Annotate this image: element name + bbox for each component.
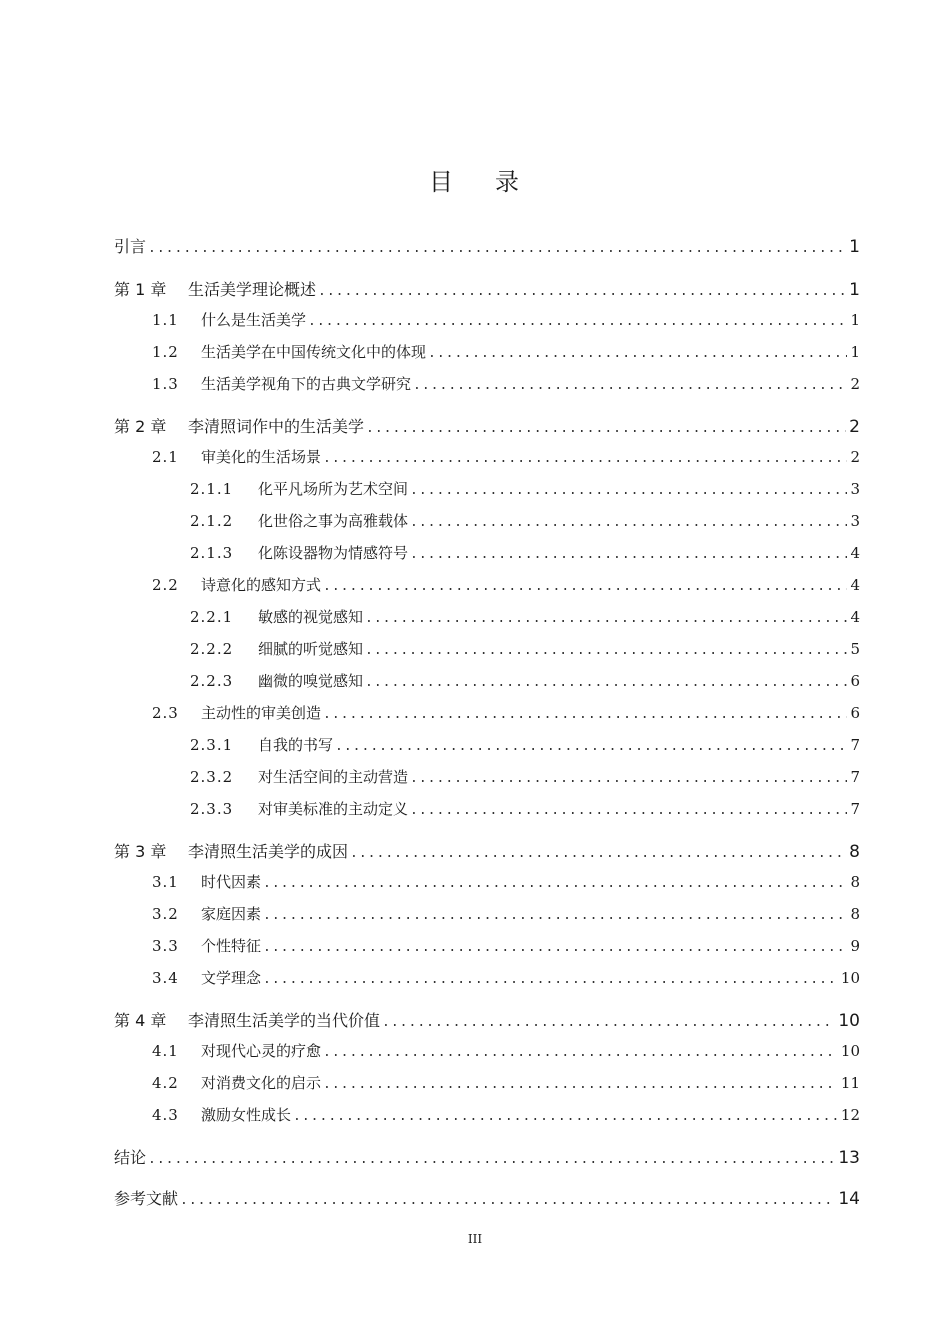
dot-leader: [382, 1015, 835, 1030]
entry-page-number: 2: [849, 417, 860, 437]
toc-section-entry[interactable]: [114, 1104, 860, 1132]
entry-number: 第 3 章: [114, 842, 167, 861]
dot-leader: [350, 846, 846, 861]
entry-title: 对审美标准的主动定义: [258, 800, 409, 818]
entry-page-number: 6: [850, 704, 860, 722]
toc-section-entry[interactable]: [114, 935, 860, 963]
entry-page-number: 4: [850, 576, 860, 594]
entry-title: 李清照生活美学的成因: [188, 842, 349, 861]
entry-title: 自我的书写: [258, 736, 334, 754]
entry-title: 生活美学理论概述: [188, 280, 317, 299]
dot-leader: [263, 908, 847, 923]
toc-subsection-entry[interactable]: [114, 478, 860, 506]
entry-title: 敏感的视觉感知: [258, 608, 364, 626]
entry-page-number: 11: [840, 1074, 860, 1092]
entry-title: 对消费文化的启示: [201, 1074, 322, 1092]
page-number-footer: III: [467, 1232, 483, 1246]
toc-subsection-entry[interactable]: [114, 510, 860, 538]
toc-chapter-entry[interactable]: [114, 414, 860, 442]
entry-number: 2.1.3: [190, 544, 234, 562]
entry-page-number: 7: [850, 800, 860, 818]
entry-page-number: 1: [850, 311, 860, 329]
entry-page-number: 5: [850, 640, 860, 658]
dot-leader: [318, 284, 846, 299]
entry-title: 生活美学视角下的古典文学研究: [201, 375, 412, 393]
entry-number: 3.4: [152, 969, 179, 987]
toc-section-entry[interactable]: [114, 446, 860, 474]
entry-page-number: 7: [850, 768, 860, 786]
entry-number: 1.3: [152, 375, 179, 393]
entry-number: 4.2: [152, 1074, 179, 1092]
entry-title: 主动性的审美创造: [201, 704, 322, 722]
dot-leader: [410, 803, 847, 818]
dot-leader: [335, 739, 847, 754]
entry-page-number: 8: [850, 905, 860, 923]
entry-page-number: 10: [840, 969, 860, 987]
toc-chapter-entry[interactable]: [114, 1186, 860, 1214]
entry-title: 诗意化的感知方式: [201, 576, 322, 594]
title-char-1: 目: [429, 168, 455, 196]
entry-number: 2.3: [152, 704, 179, 722]
entry-page-number: 1: [850, 343, 860, 361]
dot-leader: [323, 579, 847, 594]
dot-leader: [365, 675, 847, 690]
entry-title: 化陈设器物为情感符号: [258, 544, 409, 562]
toc-chapter-entry[interactable]: [114, 839, 860, 867]
entry-page-number: 8: [849, 842, 860, 862]
entry-title: 时代因素: [201, 873, 262, 891]
entry-number: 3.2: [152, 905, 179, 923]
entry-number: 2.2.3: [190, 672, 234, 690]
dot-leader: [410, 547, 847, 562]
entry-title: 对生活空间的主动营造: [258, 768, 409, 786]
entry-number: 2.1.2: [190, 512, 234, 530]
dot-leader: [410, 771, 847, 786]
entry-number: 2.3.3: [190, 800, 234, 818]
entry-page-number: 13: [838, 1148, 860, 1168]
dot-leader: [365, 611, 847, 626]
dot-leader: [410, 483, 847, 498]
toc-chapter-entry[interactable]: [114, 1008, 860, 1036]
toc-section-entry[interactable]: [114, 871, 860, 899]
entry-page-number: 10: [838, 1011, 860, 1031]
toc-section-entry[interactable]: [114, 309, 860, 337]
entry-page-number: 2: [850, 448, 860, 466]
entry-title: 生活美学在中国传统文化中的体现: [201, 343, 427, 361]
entry-page-number: 2: [850, 375, 860, 393]
entry-page-number: 14: [838, 1189, 860, 1209]
toc-chapter-entry[interactable]: [114, 1145, 860, 1173]
entry-number: 1.2: [152, 343, 179, 361]
toc-section-entry[interactable]: [114, 574, 860, 602]
toc-section-entry[interactable]: [114, 1072, 860, 1100]
entry-number: 2.1: [152, 448, 179, 466]
entry-number: 2.3.2: [190, 768, 234, 786]
entry-number: 4.3: [152, 1106, 179, 1124]
entry-title: 化平凡场所为艺术空间: [258, 480, 409, 498]
dot-leader: [148, 241, 846, 256]
entry-title: 幽微的嗅觉感知: [258, 672, 364, 690]
toc-subsection-entry[interactable]: [114, 638, 860, 666]
dot-leader: [410, 515, 847, 530]
entry-title: 李清照词作中的生活美学: [188, 417, 365, 436]
dot-leader: [308, 314, 847, 329]
entry-page-number: 8: [850, 873, 860, 891]
dot-leader: [323, 707, 847, 722]
toc-subsection-entry[interactable]: [114, 766, 860, 794]
entry-number: 2.1.1: [190, 480, 234, 498]
toc-section-entry[interactable]: [114, 903, 860, 931]
toc-section-entry[interactable]: [114, 967, 860, 995]
entry-title: 文学理念: [201, 969, 262, 987]
dot-leader: [148, 1152, 835, 1167]
toc-subsection-entry[interactable]: [114, 542, 860, 570]
entry-page-number: 3: [850, 512, 860, 530]
dot-leader: [263, 972, 838, 987]
entry-number: 4.1: [152, 1042, 179, 1060]
toc-subsection-entry[interactable]: [114, 734, 860, 762]
dot-leader: [323, 1045, 838, 1060]
toc-section-entry[interactable]: [114, 341, 860, 369]
toc-subsection-entry[interactable]: [114, 606, 860, 634]
dot-leader: [263, 876, 847, 891]
dot-leader: [413, 378, 847, 393]
toc-section-entry[interactable]: [114, 373, 860, 401]
entry-number: 第 2 章: [114, 417, 167, 436]
toc-subsection-entry[interactable]: [114, 670, 860, 698]
dot-leader: [180, 1193, 835, 1208]
dot-leader: [263, 940, 847, 955]
toc-chapter-entry[interactable]: [114, 277, 860, 305]
entry-number: 2.2.1: [190, 608, 234, 626]
entry-title: 结论: [114, 1148, 147, 1167]
entry-number: 2.2.2: [190, 640, 234, 658]
entry-title: 家庭因素: [201, 905, 262, 923]
entry-title: 激励女性成长: [201, 1106, 292, 1124]
title-char-2: 录: [495, 168, 521, 196]
dot-leader: [323, 1077, 838, 1092]
entry-number: 第 4 章: [114, 1011, 167, 1030]
entry-page-number: 10: [840, 1042, 860, 1060]
entry-page-number: 1: [849, 280, 860, 300]
entry-number: 2.2: [152, 576, 179, 594]
entry-page-number: 6: [850, 672, 860, 690]
toc-section-entry[interactable]: [114, 702, 860, 730]
entry-title: 审美化的生活场景: [201, 448, 322, 466]
entry-number: 第 1 章: [114, 280, 167, 299]
entry-page-number: 12: [840, 1106, 860, 1124]
dot-leader: [365, 643, 847, 658]
entry-page-number: 4: [850, 544, 860, 562]
entry-title: 参考文献: [114, 1189, 179, 1208]
dot-leader: [293, 1109, 838, 1124]
entry-page-number: 4: [850, 608, 860, 626]
entry-number: 2.3.1: [190, 736, 234, 754]
entry-number: 3.1: [152, 873, 179, 891]
entry-page-number: 3: [850, 480, 860, 498]
entry-title: 引言: [114, 237, 147, 256]
entry-title: 细腻的听觉感知: [258, 640, 364, 658]
entry-number: 3.3: [152, 937, 179, 955]
dot-leader: [366, 421, 846, 436]
entry-title: 李清照生活美学的当代价值: [188, 1011, 381, 1030]
entry-page-number: 9: [850, 937, 860, 955]
entry-page-number: 1: [849, 237, 860, 257]
page-title: [0, 162, 950, 197]
dot-leader: [428, 346, 847, 361]
entry-title: 化世俗之事为高雅载体: [258, 512, 409, 530]
toc-subsection-entry[interactable]: [114, 798, 860, 826]
entry-number: 1.1: [152, 311, 179, 329]
entry-title: 个性特征: [201, 937, 262, 955]
dot-leader: [323, 451, 847, 466]
entry-page-number: 7: [850, 736, 860, 754]
toc-section-entry[interactable]: [114, 1040, 860, 1068]
entry-title: 对现代心灵的疗愈: [201, 1042, 322, 1060]
toc-chapter-entry[interactable]: [114, 234, 860, 262]
entry-title: 什么是生活美学: [201, 311, 307, 329]
